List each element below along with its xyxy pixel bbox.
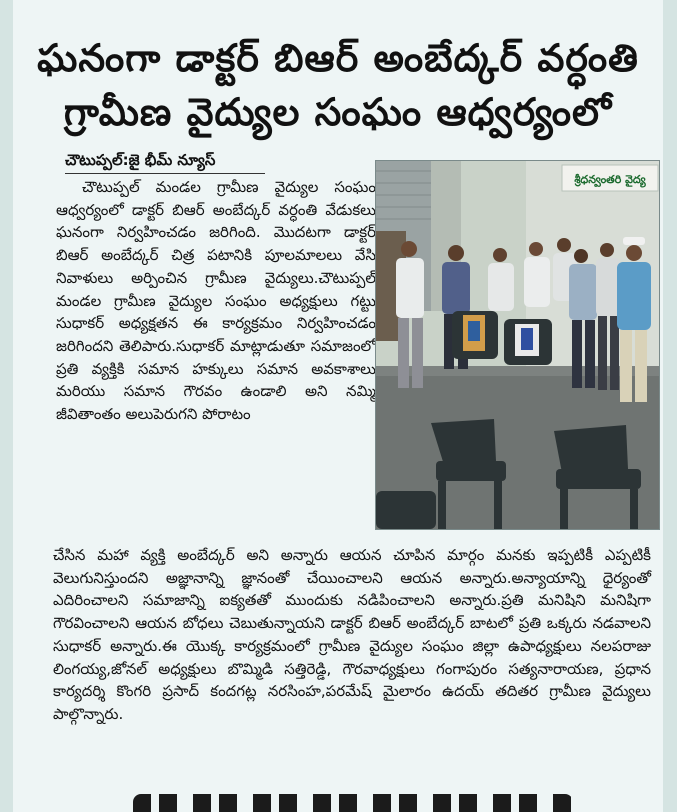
next-headline-cutoff xyxy=(13,790,663,812)
event-photo-illustration xyxy=(376,161,659,529)
article-column-text: చౌటుప్పల్ మండల గ్రామీణ వైద్యుల సంఘం ఆధ్వర్యంలో డాక్టర్ బిఆర్ అంబేద్కర్ వర్ధంతి వేడుకలు ఘనంగా నిర్వహించడం జరిగింది. మొదటగా డాక్టర్ బిఆర్ అంబేద్కర్ చిత్ర పటానికి పూలమాలలు వేసి నివాళులు అర్పించిన గ్రామీణ వైద్యులు.చౌటుప్పల్ మండల గ్రామీణ వైద్యుల సంఘం అధ్యక్షులు గట్టు సుధాకర్ అధ్యక్షతన ఈ కార్యక్రమం నిర్వహించడం జరిగిందని తెలిపారు.సుధాకర్ మాట్లాడుతూ సమాజంలో ప్రతి వ్యక్తికి సమాన హక్కులు సమాన అవకాశాలు మరియు సమాన గౌరవం ఉండాలి అని నమ్మి జీవితాంతం అలుపెరుగని పోరాటం xyxy=(56,178,376,424)
headline-line-1: ఘనంగా డాక్టర్ బిఆర్ అంబేద్కర్ వర్ధంతి xyxy=(37,36,639,80)
article-full-width-text: చేసిన మహా వ్యక్తి అంబేద్కర్ అని అన్నారు ఆయన చూపిన మార్గం మనకు ఇప్పటికీ ఎప్పటికీ వెలుగునిస్తుందని అజ్ఞానాన్ని జ్ఞానంతో చేయించాలని ఆయన అన్నారు.అన్యాయాన్ని ధైర్యంతో ఎదిరించాలని సమాజాన్ని ఐక్యతతో ముందుకు నడిపించాలని అన్నారు.ప్రతి మనిషిని మనిషిగా గౌరవించాలని ఆయన బోధలు చెబుతున్నాయని డాక్టర్ బిఆర్ అంబేద్కర్ బాటలో ప్రతి ఒక్కరు నడవాలని సుధాకర్ అన్నారు.ఈ యొక్క కార్యక్రమంలో గ్రామీణ వైద్యుల సంఘం జిల్లా ఉపాధ్యక్షులు నలపరాజు లింగయ్య,జోనల్ అధ్యక్షులు బొమ్మిడి సత్తిరెడ్డి, గౌరవాధ్యక్షులు గంగాపురం సత్యనారాయణ, ప్రధాన కార్యదర్శి కొంగరి ప్రసాద్ కందగట్ల నరసింహ,పరమేష్ మైలారం ఉదయ్ తదితర గ్రామీణ వైద్యులు పాల్గొన్నారు. xyxy=(53,546,651,723)
signboard-text: శ్రీధన్వంతరి వైద్య xyxy=(574,173,646,186)
byline-underline xyxy=(65,173,265,174)
event-photo xyxy=(375,160,660,530)
headline-line-2: గ్రామీణ వైద్యుల సంఘం ఆధ్వర్యంలో xyxy=(63,90,613,134)
newspaper-clipping xyxy=(13,0,663,812)
byline: చౌటుప్పల్:జై భీమ్ న్యూస్ xyxy=(65,151,216,169)
